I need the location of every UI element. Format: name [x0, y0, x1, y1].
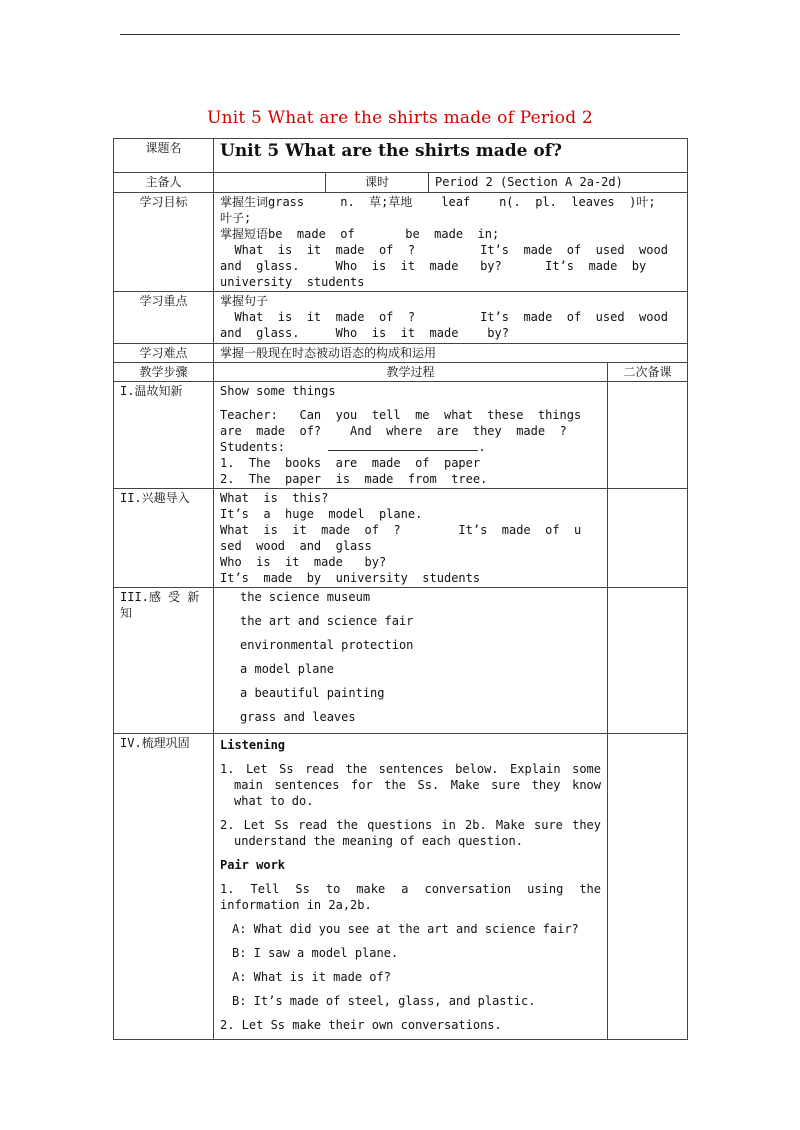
dialog-line: A: What did you see at the art and science fair?: [232, 922, 579, 936]
second-prep-header: 二次备课: [608, 363, 688, 382]
vocab-item: environmental protection: [240, 638, 414, 652]
section-1-line: 1. The books are made of paper: [220, 456, 481, 470]
section-4-notes: [608, 734, 688, 1040]
focus-content: [214, 292, 688, 344]
focus-label: 学习重点: [114, 292, 214, 344]
listening-item: 2. Let Ss read the questions in 2b. Make sure they understand the meaning of each question.: [220, 818, 601, 848]
goals-line: What is it made of ? It’s made of used wood: [220, 243, 668, 257]
section-4-content: [214, 734, 608, 1040]
pairwork-final: 2. Let Ss make their own conversations.: [220, 1018, 502, 1032]
answer-blank: [328, 439, 478, 451]
steps-header: 教学步骤: [114, 363, 214, 382]
preparer-value: [214, 173, 326, 193]
listening-heading: Listening: [220, 738, 286, 752]
section-1-label: I.温故知新: [114, 382, 214, 489]
vocab-item: a beautiful painting: [240, 686, 385, 700]
goals-label: 学习目标: [114, 193, 214, 292]
section-1-line: Teacher: Can you tell me what these things: [220, 408, 582, 422]
focus-line: 掌握句子: [220, 294, 269, 308]
section-2-content: [214, 489, 608, 588]
difficulty-label: 学习难点: [114, 344, 214, 363]
focus-line: What is it made of ? It’s made of used wood: [220, 310, 668, 324]
section-2-line: What is it made of ? It’s made of u: [220, 523, 582, 537]
section-2-line: sed wood and glass: [220, 539, 372, 553]
section-1-content: [214, 382, 608, 489]
difficulty-value: 掌握一般现在时态被动语态的构成和运用: [214, 344, 688, 363]
section-2-label: II.兴趣导入: [114, 489, 214, 588]
focus-line: and glass. Who is it made by?: [220, 326, 509, 340]
header-rule: [120, 34, 680, 35]
vocab-item: the art and science fair: [240, 614, 414, 628]
section-3-label: III.感 受 新 知: [114, 588, 214, 734]
section-4-label: IV.梳理巩固: [114, 734, 214, 1040]
goals-content: [214, 193, 688, 292]
vocab-item: grass and leaves: [240, 710, 356, 724]
lesson-plan-table: [113, 138, 688, 1040]
period-label: 课时: [326, 173, 429, 193]
document-title: Unit 5 What are the shirts made of Period 2: [207, 108, 593, 128]
section-2-line: It’s a huge model plane.: [220, 507, 423, 521]
section-1-notes: [608, 382, 688, 489]
section-1-line: Show some things: [220, 384, 336, 398]
pairwork-heading: Pair work: [220, 858, 286, 872]
section-2-line: Who is it made by?: [220, 555, 387, 569]
goals-line: 掌握生词grass n. 草;草地 leaf n(. pl. leaves )叶;: [220, 195, 656, 209]
dialog-line: B: It’s made of steel, glass, and plastic.: [232, 994, 536, 1008]
period-value: Period 2 (Section A 2a-2d): [429, 173, 688, 193]
section-2-line: What is this?: [220, 491, 329, 505]
section-3-notes: [608, 588, 688, 734]
section-1-line: 2. The paper is made from tree.: [220, 472, 488, 486]
topic-value: Unit 5 What are the shirts made of?: [214, 139, 688, 173]
process-header: 教学过程: [214, 363, 608, 382]
pairwork-intro: 1. Tell Ss to make a conversation using the information in 2a,2b.: [220, 882, 601, 912]
blank-tail: .: [478, 440, 486, 454]
listening-item: 1. Let Ss read the sentences below. Explain some main sentences for the Ss. Make sure they know what to do.: [220, 762, 601, 808]
preparer-label: 主备人: [114, 173, 214, 193]
goals-line: university students: [220, 275, 365, 289]
students-label: Students:: [220, 440, 286, 454]
section-1-students-line: [220, 439, 601, 455]
vocab-item: the science museum: [240, 590, 371, 604]
goals-line: 掌握短语be made of be made in;: [220, 227, 500, 241]
topic-label: 课题名: [114, 139, 214, 173]
section-1-line: are made of? And where are they made ?: [220, 424, 567, 438]
section-2-notes: [608, 489, 688, 588]
vocab-item: a model plane: [240, 662, 334, 676]
dialog-line: B: I saw a model plane.: [232, 946, 399, 960]
goals-line: and glass. Who is it made by? It’s made by: [220, 259, 647, 273]
section-2-line: It’s made by university students: [220, 571, 481, 585]
dialog-line: A: What is it made of?: [232, 970, 391, 984]
goals-line: 叶子;: [220, 211, 252, 225]
section-3-content: [214, 588, 608, 734]
